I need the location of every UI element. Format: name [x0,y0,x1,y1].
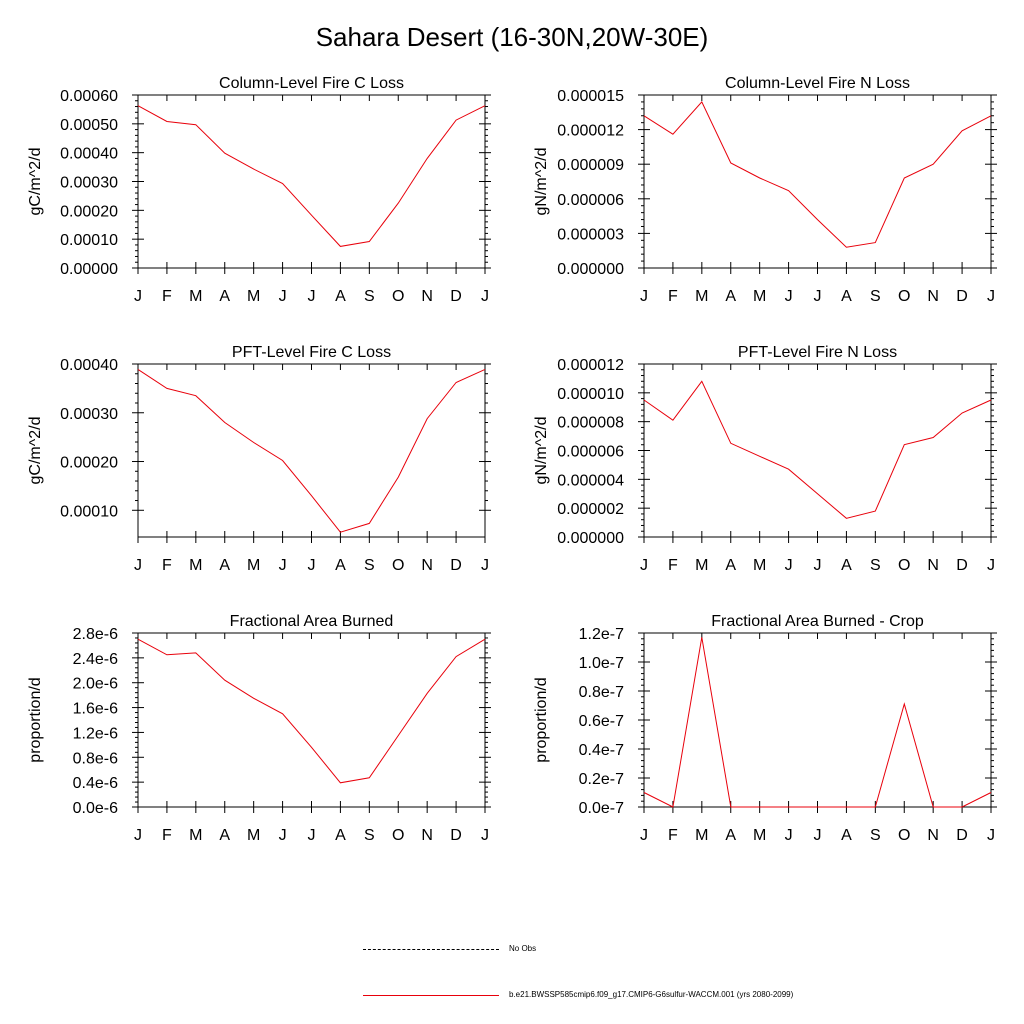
panel-title: Column-Level Fire N Loss [725,75,910,92]
x-tick-label: F [162,557,172,574]
figure-title: Sahara Desert (16-30N,20W-30E) [315,22,709,52]
panel-title: Fractional Area Burned - Crop [711,613,924,630]
x-tick-label: D [956,557,968,574]
y-tick-label: 0.0e-7 [578,800,624,817]
chart-panel-5 [27,613,491,844]
chart-panel-4 [533,344,997,574]
x-tick-label: S [869,288,881,305]
x-tick-label: J [784,557,793,574]
y-axis-label: gN/m^2/d [533,147,550,216]
x-tick-label: J [987,288,995,305]
legend-solid-swatch [363,995,499,996]
x-tick-label: M [247,557,261,574]
x-tick-label: J [481,557,489,574]
x-tick-label: O [898,827,911,844]
y-tick-label: 1.2e-6 [72,725,118,743]
x-tick-label: D [450,557,462,574]
x-tick-label: J [813,557,822,574]
plot-frame [138,364,485,537]
panel-title: PFT-Level Fire N Loss [737,344,898,361]
legend-label-model: b.e21.BWSSP585cmip6.f09_g17.CMIP6-G6sulfur-WACCM.001 (yrs 2080-2099) [509,990,794,999]
x-tick-label: F [162,288,172,305]
x-tick-label: M [189,557,203,574]
y-tick-label: 0.00010 [60,232,118,250]
y-tick-label: 0.4e-6 [72,775,118,793]
x-tick-label: M [695,827,709,844]
x-tick-label: M [189,288,203,305]
x-tick-label: J [307,557,316,574]
y-axis-label: proportion/d [27,677,44,763]
x-tick-label: A [841,827,852,844]
x-tick-label: J [987,827,995,844]
y-tick-label: 0.00040 [60,145,118,163]
y-tick-label: 0.000003 [557,226,624,244]
x-tick-label: F [162,827,172,844]
y-tick-label: 0.000004 [557,472,624,490]
x-tick-label: A [219,557,231,574]
x-tick-label: A [335,827,346,844]
y-tick-label: 0.000010 [557,385,624,403]
series-line-1 [644,637,991,807]
y-tick-label: 0.000009 [557,157,624,175]
x-tick-label: F [668,557,678,574]
legend-dashed-swatch [363,949,499,950]
y-tick-label: 0.000006 [557,443,624,461]
x-tick-label: J [640,288,648,305]
x-tick-label: N [927,288,939,305]
y-axis-label: gC/m^2/d [27,416,44,485]
chart-panel-1 [27,75,491,305]
x-tick-label: J [481,827,489,844]
x-tick-label: A [219,827,231,844]
y-tick-label: 0.000012 [557,357,624,374]
x-tick-label: J [987,557,995,574]
y-axis-label: proportion/d [533,677,550,763]
y-tick-label: 0.00050 [60,116,118,134]
x-tick-label: M [247,288,261,305]
x-tick-label: J [813,827,822,844]
series-line-1 [138,639,485,783]
series-line-1 [138,106,485,247]
x-tick-label: N [927,557,939,574]
plot-frame [644,364,991,537]
x-tick-label: O [898,288,911,305]
x-tick-label: J [278,288,287,305]
x-tick-label: D [956,288,968,305]
legend-label-obs: No Obs [509,944,537,953]
x-tick-label: F [668,288,678,305]
series-line-1 [138,369,485,532]
x-tick-label: A [335,557,346,574]
x-tick-label: S [869,557,881,574]
x-tick-label: J [307,827,316,844]
y-tick-label: 0.000006 [557,191,624,209]
x-tick-label: M [753,827,767,844]
x-tick-label: F [668,827,678,844]
y-tick-label: 0.00040 [60,357,118,374]
x-tick-label: J [640,557,648,574]
y-tick-label: 0.00030 [60,174,118,192]
x-tick-label: M [753,557,767,574]
plot-frame [644,95,991,268]
panel-title: Fractional Area Burned [229,613,394,630]
y-tick-label: 0.000000 [557,530,624,547]
x-tick-label: M [753,288,767,305]
x-tick-label: S [363,557,375,574]
x-tick-label: A [725,827,737,844]
x-tick-label: J [134,827,142,844]
x-tick-label: N [927,827,939,844]
y-tick-label: 1.2e-7 [578,626,624,643]
y-tick-label: 1.0e-7 [578,655,624,672]
y-axis-label: gC/m^2/d [27,147,44,216]
x-tick-label: D [450,827,462,844]
y-tick-label: 0.00020 [60,203,118,221]
x-tick-label: A [725,288,737,305]
x-tick-label: A [841,288,852,305]
panel-title: PFT-Level Fire C Loss [231,344,392,361]
x-tick-label: S [869,827,881,844]
x-tick-label: A [841,557,852,574]
y-tick-label: 0.000008 [557,414,624,432]
x-tick-label: A [219,288,231,305]
x-tick-label: N [421,827,433,844]
x-tick-label: M [695,557,709,574]
x-tick-label: J [134,557,142,574]
series-line-1 [644,102,991,247]
panel-title: Column-Level Fire C Loss [219,75,404,92]
x-tick-label: J [278,557,287,574]
x-tick-label: O [392,827,405,844]
y-tick-label: 1.6e-6 [72,700,118,718]
x-tick-label: J [784,827,793,844]
plot-frame [644,633,991,807]
x-tick-label: M [695,288,709,305]
x-tick-label: O [898,557,911,574]
y-tick-label: 0.00020 [60,454,118,472]
y-tick-label: 0.00060 [60,88,118,105]
y-tick-label: 2.4e-6 [72,650,118,668]
x-tick-label: J [481,288,489,305]
x-tick-label: O [392,288,405,305]
x-tick-label: J [307,288,316,305]
y-tick-label: 0.00010 [60,503,118,521]
y-tick-label: 2.0e-6 [72,675,118,693]
y-tick-label: 0.000000 [557,261,624,278]
chart-panel-3 [27,344,491,574]
x-tick-label: N [421,288,433,305]
x-tick-label: J [134,288,142,305]
chart-panel-6 [533,613,997,844]
x-tick-label: A [725,557,737,574]
x-tick-label: S [363,288,375,305]
x-tick-label: J [278,827,287,844]
x-tick-label: S [363,827,375,844]
y-tick-label: 0.2e-7 [578,771,624,788]
y-tick-label: 0.00000 [60,261,118,278]
y-tick-label: 0.4e-7 [578,742,624,759]
chart-panel-2 [533,75,997,305]
y-axis-label: gN/m^2/d [533,416,550,485]
x-tick-label: M [247,827,261,844]
x-tick-label: J [784,288,793,305]
y-tick-label: 0.00030 [60,405,118,423]
x-tick-label: N [421,557,433,574]
x-tick-label: D [956,827,968,844]
x-tick-label: M [189,827,203,844]
y-tick-label: 0.000012 [557,122,624,140]
x-tick-label: A [335,288,346,305]
plot-frame [138,95,485,268]
series-line-1 [644,381,991,518]
x-tick-label: J [640,827,648,844]
x-tick-label: D [450,288,462,305]
y-tick-label: 0.8e-7 [578,684,624,701]
x-tick-label: J [813,288,822,305]
x-tick-label: O [392,557,405,574]
y-tick-label: 2.8e-6 [72,626,118,643]
y-tick-label: 0.8e-6 [72,750,118,768]
y-tick-label: 0.000002 [557,501,624,519]
y-tick-label: 0.6e-7 [578,713,624,730]
y-tick-label: 0.000015 [557,88,624,105]
y-tick-label: 0.0e-6 [72,800,118,817]
plot-frame [138,633,485,807]
